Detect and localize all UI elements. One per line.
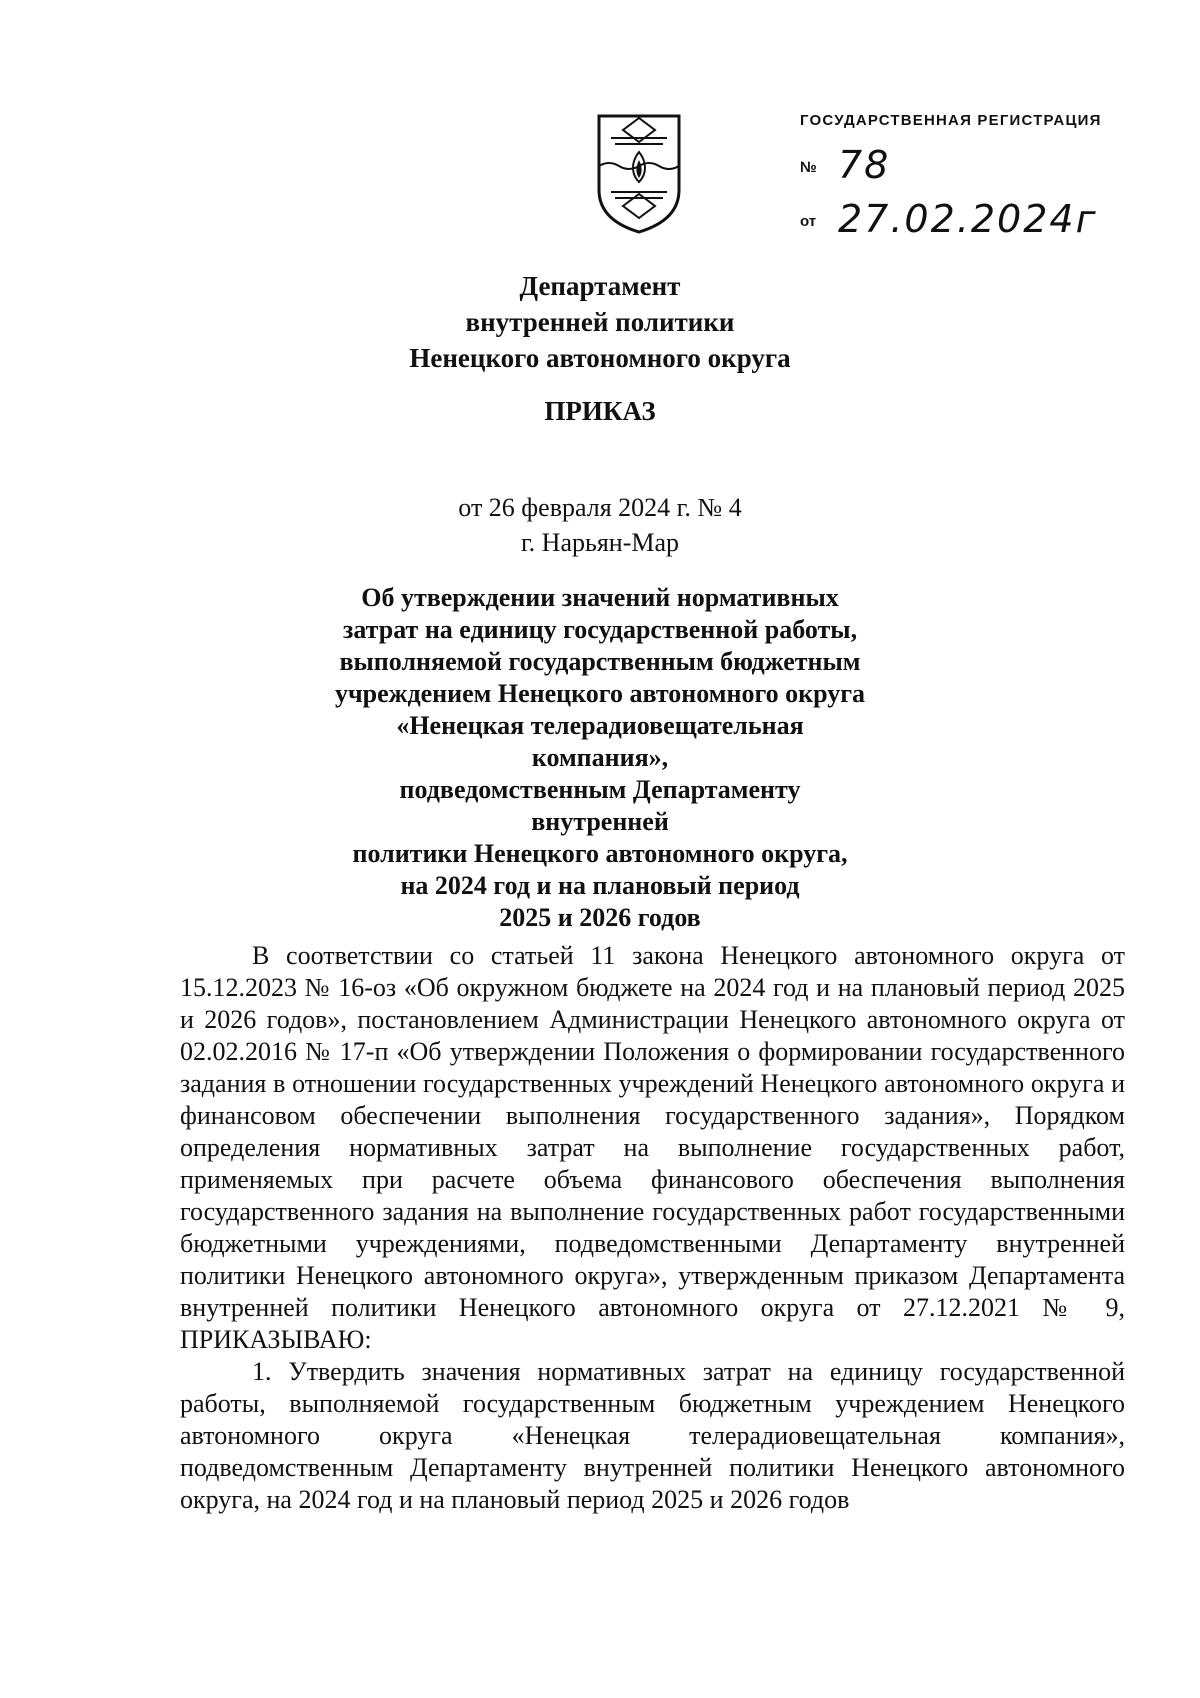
- document-title: [330, 582, 870, 934]
- department-line: Департамент: [519, 271, 681, 301]
- document-date-number: от 26 февраля 2024 г. № 4: [458, 493, 742, 522]
- registration-number-label: №: [800, 159, 817, 176]
- document-date-block: [0, 490, 1200, 560]
- document-city: г. Нарьян-Мар: [520, 528, 680, 557]
- title-line: затрат на единицу государственной работы,: [342, 615, 858, 644]
- registration-date: 27.02.2024г: [838, 197, 1098, 241]
- department-line: Ненецкого автономного округа: [409, 343, 791, 373]
- title-line: «Ненецкая телерадиовещательная компания»,: [396, 711, 804, 772]
- title-line: Об утверждении значений нормативных: [361, 583, 839, 612]
- title-line: на 2024 год и на плановый период: [400, 871, 800, 900]
- department-name: [0, 268, 1200, 376]
- registration-number: 78: [838, 143, 891, 187]
- document-type: ПРИКАЗ: [544, 396, 656, 426]
- body-paragraph: 1. Утвердить значения нормативных затрат на единицу государственной работы, выполняемой государственным бюджетным учреждением Ненецкого автономного округа «Ненецкая телерадиовещательная компания», подведомственным Департаменту внутренней политики Ненецкого автономного округа, на 2024 год и на плановый период 2025 и 2026 годов: [180, 1357, 1125, 1514]
- title-line: выполняемой государственным бюджетным: [339, 647, 861, 676]
- title-line: политики Ненецкого автономного округа,: [352, 839, 848, 868]
- title-line: 2025 и 2026 годов: [499, 903, 701, 932]
- document-body: [180, 940, 1125, 1516]
- registration-title: ГОСУДАРСТВЕННАЯ РЕГИСТРАЦИЯ: [800, 112, 1102, 129]
- registration-stamp: [800, 112, 1130, 245]
- department-line: внутренней политики: [465, 307, 735, 337]
- registration-date-label: от: [800, 213, 817, 230]
- title-line: учреждением Ненецкого автономного округа: [334, 679, 866, 708]
- body-paragraph: В соответствии со статьей 11 закона Ненецкого автономного округа от 15.12.2023 № 16-оз «Об окружном бюджете на 2024 год и на плановый период 2025 и 2026 годов», постановлением Администрации Ненецкого автономного округа от 02.02.2016 № 17-п «Об утверждении Положения о формировании государственного задания в отношении государственных учреждений Ненецкого автономного округа и финансовом обеспечении выполнения государственного задания», Порядком определения нормативных затрат на выполнение государственных работ, применяемых при расчете объема финансового обеспечения выполнения государственного задания на выполнение государственных работ государственными бюджетными учреждениями, подведомственными Департаменту внутренней политики Ненецкого автономного округа», утвержденным приказом Департамента внутренней политики Ненецкого автономного округа от 27.12.2021 № 9, ПРИКАЗЫВАЮ:: [180, 941, 1125, 1354]
- title-line: подведомственным Департаменту внутренней: [399, 775, 801, 836]
- coat-of-arms-icon: [595, 112, 683, 236]
